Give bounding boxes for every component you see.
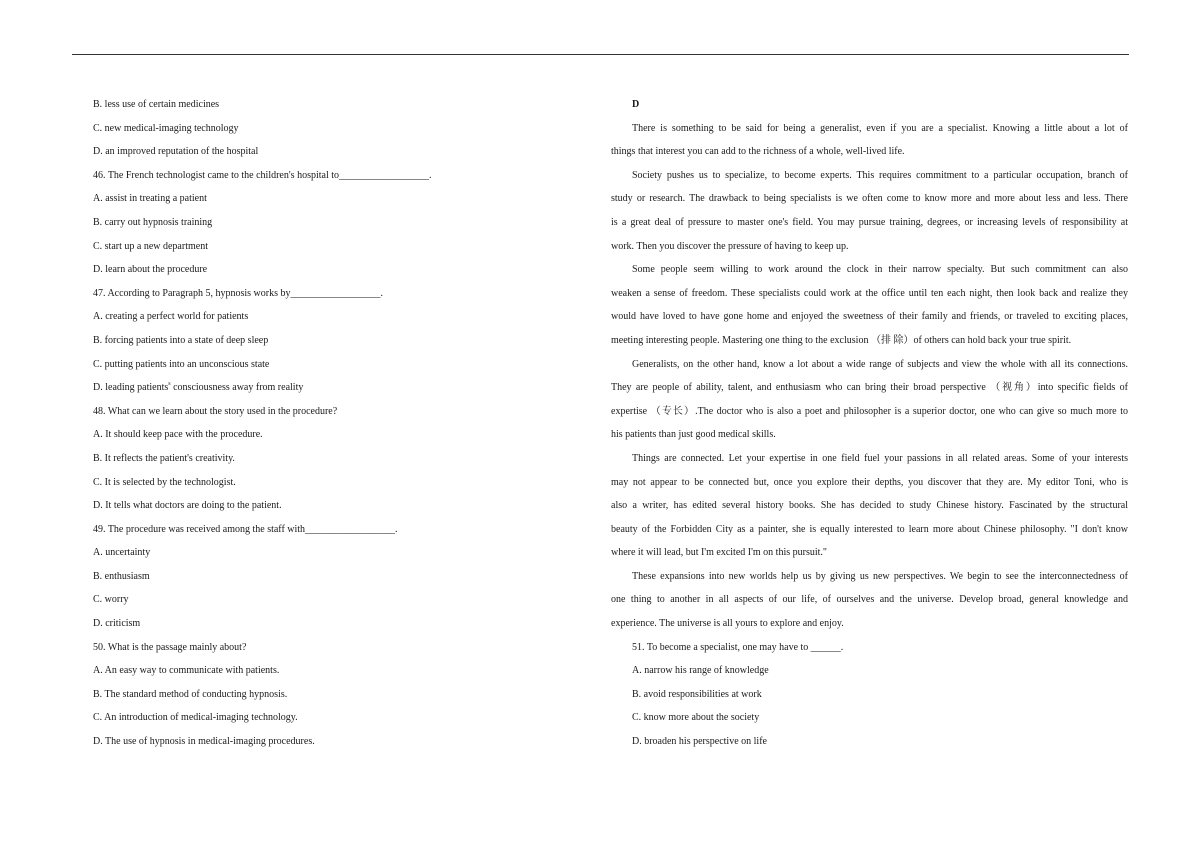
option-line: B. It reflects the patient's creativity. xyxy=(93,452,235,464)
option-line: B. carry out hypnosis training xyxy=(93,216,213,228)
left-column xyxy=(93,93,533,754)
paragraph-line: Generalists, on the other hand, know a lot about a wide range of subjects and view the whole with all its connections. xyxy=(632,358,1128,370)
option-line: D. learn about the procedure xyxy=(93,264,208,276)
paragraph-line: work. Then you discover the pressure of having to keep up. xyxy=(611,240,849,252)
paragraph-line: one thing to another in all aspects of our life, of ourselves and the universe. Develop broad, general knowledge and xyxy=(611,594,1128,606)
option-line: B. enthusiasm xyxy=(93,570,150,582)
paragraph-line: study or research. The drawback to being specialists is we often come to know more and more about less and less. There xyxy=(611,193,1128,205)
option-line: C. putting patients into an unconscious state xyxy=(93,358,270,370)
option-line: D. broaden his perspective on life xyxy=(632,736,767,748)
option-line: A. assist in treating a patient xyxy=(93,193,207,205)
option-line: B. less use of certain medicines xyxy=(93,99,220,110)
option-line: B. The standard method of conducting hypnosis. xyxy=(93,688,288,700)
question-47: 47. According to Paragraph 5, hypnosis works by__________________. xyxy=(93,287,383,299)
option-line xyxy=(93,376,533,400)
option-line: A. uncertainty xyxy=(93,547,151,559)
paragraph-line: may not appear to be connected but, once you explore their depths, you discover that they are. My editor Toni, who is xyxy=(611,476,1128,488)
option-line: A. creating a perfect world for patients xyxy=(93,311,249,323)
option-line: C. worry xyxy=(93,594,129,606)
superscript: s xyxy=(168,381,171,388)
paragraph-line: Some people seem willing to work around the clock in their narrow specialty. But such commitment can also xyxy=(632,264,1128,276)
paragraph-line: his patients than just good medical skills. xyxy=(611,429,776,441)
option-line: A. narrow his range of knowledge xyxy=(632,665,769,677)
option-line: D. an improved reputation of the hospital xyxy=(93,146,259,158)
option-line: D. It tells what doctors are doing to the patient. xyxy=(93,500,282,512)
paragraph-line: also a writer, has edited several history books. She has decided to study Chinese history. Fascinated by the structural xyxy=(611,500,1128,512)
option-line: B. forcing patients into a state of deep sleep xyxy=(93,334,269,346)
option-line: C. start up a new department xyxy=(93,240,208,252)
passage-heading: D xyxy=(632,99,640,110)
question-46: 46. The French technologist came to the children's hospital to__________________. xyxy=(93,169,432,181)
option-line: C. An introduction of medical-imaging technology. xyxy=(93,712,298,724)
paragraph-line: Things are connected. Let your expertise in one field fuel your passions in all related areas. Some of your interests xyxy=(632,452,1128,464)
option-line: D. criticism xyxy=(93,618,141,630)
option-line: A. An easy way to communicate with patients. xyxy=(93,665,280,677)
paragraph-line: things that interest you can add to the richness of a whole, well-lived life. xyxy=(611,146,905,158)
option-line: A. It should keep pace with the procedure. xyxy=(93,429,263,441)
option-line: C. know more about the society xyxy=(632,712,760,724)
option-line: C. new medical-imaging technology xyxy=(93,122,239,134)
option-text: consciousness away from reality xyxy=(170,382,304,394)
paragraph-line: is a great deal of pressure to master one's field. You may pursue training, degrees, or increasing levels of responsibility at xyxy=(611,216,1128,228)
question-51: 51. To become a specialist, one may have to ______. xyxy=(632,641,844,653)
right-column xyxy=(611,93,1128,754)
paragraph-line: expertise （专长）.The doctor who is also a poet and philosopher is a superior doctor, one who can give so much more to xyxy=(611,405,1128,417)
option-line: D. The use of hypnosis in medical-imaging procedures. xyxy=(93,736,315,748)
paragraph-line: Society pushes us to specialize, to become experts. This requires commitment to a particular occupation, branch of xyxy=(632,169,1128,181)
header-rule xyxy=(72,54,1129,55)
paragraph-line: where it will lead, but I'm excited I'm on this pursuit." xyxy=(611,547,827,559)
paragraph-line: would have loved to have gone home and enjoyed the sweetness of their family and friends, or traveled to exciting places, xyxy=(611,311,1128,323)
paragraph-line: experience. The universe is all yours to explore and enjoy. xyxy=(611,618,844,630)
question-50: 50. What is the passage mainly about? xyxy=(93,641,247,653)
paragraph-line: These expansions into new worlds help us by giving us new perspectives. We begin to see the interconnectedness of xyxy=(632,570,1128,582)
paragraph-line: weaken a sense of freedom. These specialists could work at the office until ten each night, then look back and realize they xyxy=(611,287,1128,299)
question-49: 49. The procedure was received among the staff with__________________. xyxy=(93,523,398,535)
paragraph-line: beauty of the Forbidden City as a painter, she is equally interested to learn more about Chinese philosophy. "I don't know xyxy=(611,523,1128,535)
option-text: D. leading patients xyxy=(93,382,169,394)
paragraph-line: meeting interesting people. Mastering one thing to the exclusion （排 除）of others can hold back your true spirit. xyxy=(611,334,1072,346)
paragraph-line: There is something to be said for being a generalist, even if you are a specialist. Knowing a little about a lot of xyxy=(632,122,1128,134)
option-line: C. It is selected by the technologist. xyxy=(93,476,236,488)
paragraph-line: They are people of ability, talent, and enthusiasm who can bring their broad perspective （视角）into specific fields of xyxy=(611,382,1128,394)
question-48: 48. What can we learn about the story used in the procedure? xyxy=(93,405,338,417)
option-line: B. avoid responsibilities at work xyxy=(632,688,762,700)
